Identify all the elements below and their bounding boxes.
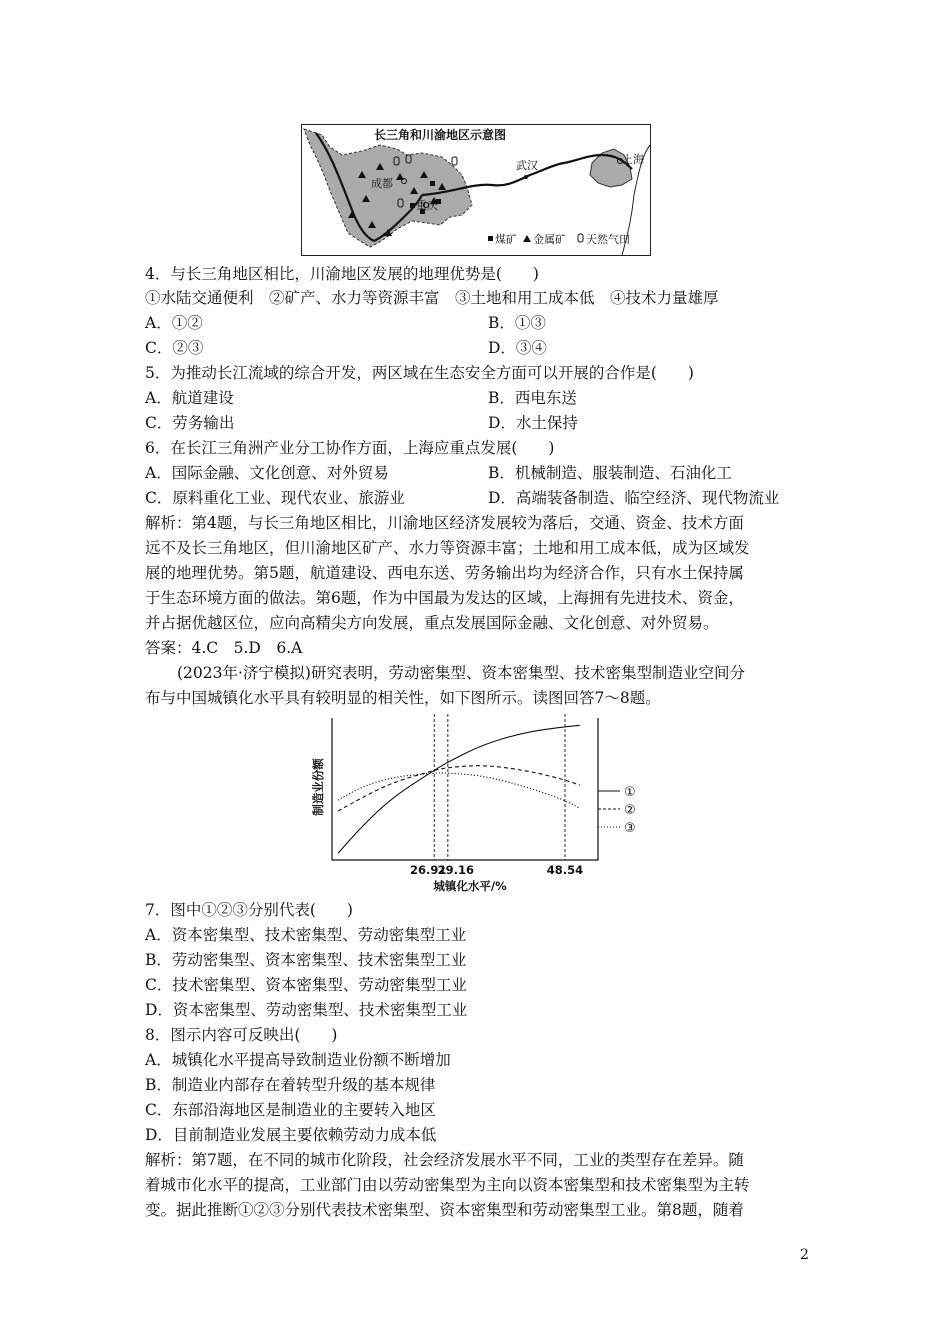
- q6-option-d: D．高端装备制造、临空经济、现代物流业: [488, 489, 780, 507]
- yangtze-region-map: [301, 124, 651, 256]
- q4-option-b: B．①③: [488, 314, 546, 332]
- legend-label-2: ②: [624, 803, 636, 818]
- q7-stem: 7．图中①②③分别代表( ): [145, 901, 353, 919]
- q4-option-d: D．③④: [488, 339, 547, 357]
- q8-option-a: A．城镇化水平提高导致制造业份额不断增加: [145, 1051, 451, 1069]
- city-label-chongqing: 重庆: [416, 199, 438, 212]
- q7-option-d: D．资本密集型、劳动密集型、技术密集型工业: [145, 1001, 468, 1019]
- q5-option-a: A．航道建设: [145, 389, 234, 407]
- q7-option-c: C．技术密集型、资本密集型、劳动密集型工业: [145, 976, 467, 994]
- q5-stem: 5．为推动长江流域的综合开发，两区域在生态安全方面可以开展的合作是( ): [145, 364, 694, 382]
- chart-xlabel: 城镇化水平/%: [433, 879, 507, 893]
- series-line-1: [338, 725, 580, 853]
- wuhan-marker: [524, 175, 528, 179]
- q5-option-c: C．劳务输出: [145, 414, 235, 432]
- chart-axes: [332, 718, 598, 860]
- analysis1-line: 解析：第4题，与长三角地区相比，川渝地区经济发展较为落后，交通、资金、技术方面: [145, 514, 744, 532]
- q6-option-c: C．原料重化工业、现代农业、旅游业: [145, 489, 405, 507]
- analysis1-line: 远不及长三角地区，但川渝地区矿产、水力等资源丰富；土地和用工成本低，成为区域发: [145, 539, 750, 557]
- x-tick-label: 48.54: [546, 863, 584, 877]
- answer1: 答案：4.C 5.D 6.A: [145, 639, 303, 657]
- intro-line: 布与中国城镇化水平具有较明显的相关性，如下图所示。读图回答7～8题。: [145, 689, 661, 707]
- map-legend: [488, 232, 630, 246]
- chart-ylabel: 制造业份额: [311, 758, 325, 816]
- legend-label-3: ③: [624, 821, 636, 836]
- q8-stem: 8．图示内容可反映出( ): [145, 1026, 338, 1044]
- analysis1-line: 展的地理优势。第5题，航道建设、西电东送、劳务输出均为经济合作，只有水土保持属: [145, 564, 744, 582]
- q7-option-b: B．劳动密集型、资本密集型、技术密集型工业: [145, 951, 467, 969]
- q8-option-c: C．东部沿海地区是制造业的主要转入地区: [145, 1101, 436, 1119]
- q8-option-b: B．制造业内部存在着转型升级的基本规律: [145, 1076, 436, 1094]
- map-title: 长三角和川渝地区示意图: [374, 128, 507, 142]
- legend-metal: 金属矿: [533, 233, 566, 246]
- legend-coal: 煤矿: [495, 233, 517, 246]
- q6-option-b: B．机械制造、服装制造、石油化工: [488, 464, 732, 482]
- legend-gas: 天然气田: [586, 233, 630, 246]
- q8-option-d: D．目前制造业发展主要依赖劳动力成本低: [145, 1126, 437, 1144]
- analysis2-line: 解析：第7题，在不同的城市化阶段，社会经济发展水平不同，工业的类型存在差异。随: [145, 1151, 744, 1169]
- analysis1-line: 于生态环境方面的做法。第6题，作为中国最为发达的区域，上海拥有先进技术、资金，: [145, 589, 744, 607]
- intro-line: (2023年·济宁模拟)研究表明，劳动密集型、资本密集型、技术密集型制造业空间分: [177, 664, 745, 682]
- city-label-wuhan: 武汉: [516, 159, 538, 172]
- analysis2-line: 变。据此推断①②③分别代表技术密集型、资本密集型和劳动密集型工业。第8题，随着: [145, 1201, 744, 1219]
- legend-label-1: ①: [624, 785, 636, 800]
- manufacturing-share-chart: [308, 712, 680, 894]
- q4-items: ①水陆交通便利 ②矿产、水力等资源丰富 ③土地和用工成本低 ④技术力量雄厚: [145, 289, 719, 307]
- series-line-2: [338, 766, 580, 811]
- q7-option-a: A．资本密集型、技术密集型、劳动密集型工业: [145, 926, 467, 944]
- q4-stem: 4．与长三角地区相比，川渝地区发展的地理优势是( ): [145, 265, 539, 283]
- analysis1-line: 并占据优越区位，应向高精尖方向发展，重点发展国际金融、文化创意、对外贸易。: [145, 614, 719, 632]
- q5-option-d: D．水土保持: [488, 414, 578, 432]
- city-label-chengdu: 成都: [371, 177, 393, 190]
- q6-stem: 6．在长江三角洲产业分工协作方面，上海应重点发展( ): [145, 439, 555, 457]
- city-label-shanghai: 上海: [622, 153, 644, 166]
- q5-option-b: B．西电东送: [488, 389, 577, 407]
- map-drawing: [302, 125, 650, 255]
- analysis2-line: 着城市化水平的提高，工业部门由以劳动密集型为主向以资本密集型和技术密集型为主转: [145, 1176, 750, 1194]
- q4-option-c: C．②③: [145, 339, 204, 357]
- series-line-3: [338, 773, 580, 808]
- q6-option-a: A．国际金融、文化创意、对外贸易: [145, 464, 389, 482]
- q4-option-a: A．①②: [145, 314, 203, 332]
- x-tick-label: 26.91: [410, 863, 447, 877]
- page-number: 2: [800, 1247, 809, 1263]
- x-tick-label: 29.16: [437, 863, 475, 877]
